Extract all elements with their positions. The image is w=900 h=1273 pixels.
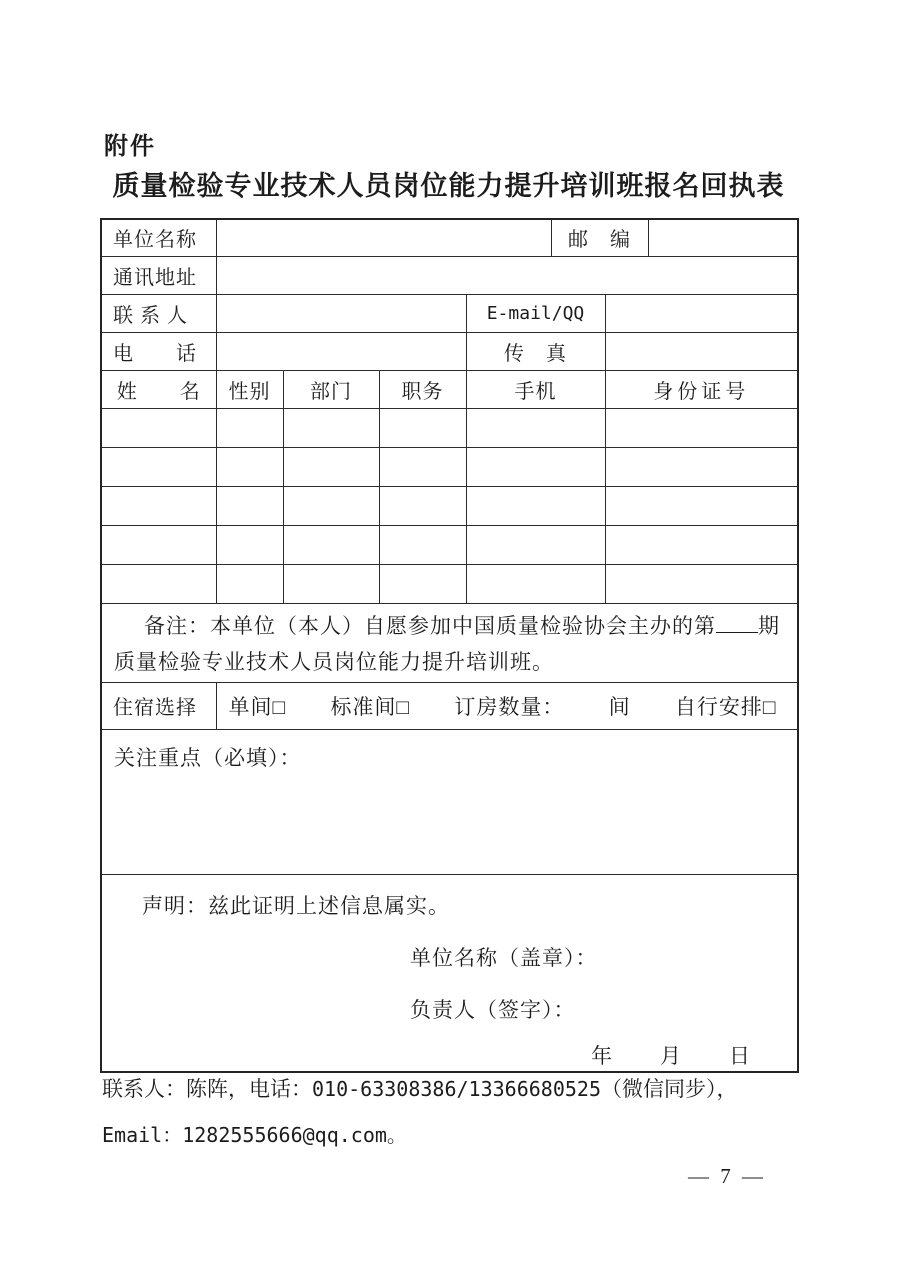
- session-number-blank: [716, 612, 758, 633]
- row-address: [101, 256, 798, 294]
- roster-empty-cell: [605, 525, 798, 564]
- roster-empty-cell: [101, 447, 216, 486]
- roster-empty-cell: [379, 447, 466, 486]
- contact-label: 联 系 人: [101, 294, 216, 332]
- fax-field: [605, 332, 798, 370]
- focus-points-cell: [101, 729, 798, 874]
- roster-empty-cell: [101, 486, 216, 525]
- footer-phone-numbers: 010-63308386/13366680525: [312, 1077, 601, 1101]
- roster-empty-cell: [101, 408, 216, 447]
- header-name: 姓 名: [101, 370, 216, 408]
- phone-label: 电 话: [101, 332, 216, 370]
- page-number: — 7 —: [688, 1164, 766, 1188]
- remark-cell: [101, 603, 798, 682]
- unit-name-field: [216, 219, 551, 256]
- registration-form-table: [100, 218, 799, 1073]
- remark-line1: [114, 608, 785, 644]
- roster-empty-cell: [283, 486, 379, 525]
- roster-empty-cell: [466, 564, 605, 603]
- attachment-label: 附件: [104, 133, 156, 160]
- roster-empty-rows: [101, 408, 798, 603]
- declaration-statement: 声明：兹此证明上述信息属实。: [142, 893, 450, 918]
- contact-field: [216, 294, 466, 332]
- roster-empty-cell: [466, 447, 605, 486]
- roster-empty-cell: [216, 564, 283, 603]
- phone-field: [216, 332, 466, 370]
- row-phone: [101, 332, 798, 370]
- address-field: [216, 256, 798, 294]
- row-contact: [101, 294, 798, 332]
- row-declaration: [101, 874, 798, 1072]
- roster-empty-cell: [466, 408, 605, 447]
- header-gender: 性别: [216, 370, 283, 408]
- row-remark: [101, 603, 798, 682]
- lodging-booking-quantity-label: 订房数量：: [454, 694, 565, 719]
- unit-seal-label: 单位名称（盖章）：: [410, 945, 598, 970]
- email-qq-field: [605, 294, 798, 332]
- roster-empty-cell: [605, 447, 798, 486]
- footer-line1: [102, 1074, 802, 1104]
- postal-code-label: 邮 编: [551, 219, 648, 256]
- email-qq-label: E-mail/QQ: [466, 294, 605, 332]
- header-id-number: 身份证号: [605, 370, 798, 408]
- roster-empty-cell: [605, 486, 798, 525]
- roster-empty-cell: [283, 447, 379, 486]
- remark-text-after-blank: 期: [758, 613, 780, 638]
- page-title: 质量检验专业技术人员岗位能力提升培训班报名回执表: [112, 171, 785, 201]
- header-position: 职务: [379, 370, 466, 408]
- row-focus: [101, 729, 798, 874]
- roster-row: [101, 447, 798, 486]
- postal-code-field: [648, 219, 798, 256]
- footer-contact-prefix: 联系人：陈阵，电话：: [102, 1077, 312, 1101]
- roster-header-row: [101, 370, 798, 408]
- roster-empty-cell: [101, 564, 216, 603]
- lodging-option-standard-room-checkbox: 标准间□: [330, 694, 411, 719]
- roster-row: [101, 525, 798, 564]
- roster-empty-cell: [605, 564, 798, 603]
- roster-row: [101, 486, 798, 525]
- roster-empty-cell: [379, 525, 466, 564]
- lodging-label: 住宿选择: [101, 682, 216, 729]
- roster-empty-cell: [283, 564, 379, 603]
- roster-empty-cell: [379, 486, 466, 525]
- roster-empty-cell: [379, 408, 466, 447]
- lodging-room-unit-label: 间: [608, 694, 631, 719]
- footer-contact-suffix: （微信同步），: [600, 1077, 738, 1101]
- footer-contact-info: [102, 1074, 802, 1150]
- focus-points-label: 关注重点（必填）：: [114, 745, 302, 770]
- roster-empty-cell: [283, 525, 379, 564]
- roster-empty-cell: [466, 525, 605, 564]
- roster-empty-cell: [101, 525, 216, 564]
- row-unit-name: [101, 219, 798, 256]
- footer-email-value: 1282555666@qq.com。: [182, 1123, 407, 1147]
- header-department: 部门: [283, 370, 379, 408]
- roster-empty-cell: [216, 447, 283, 486]
- roster-empty-cell: [216, 525, 283, 564]
- declaration-cell: [101, 874, 798, 1072]
- address-label: 通讯地址: [101, 256, 216, 294]
- header-mobile: 手机: [466, 370, 605, 408]
- roster-empty-cell: [466, 486, 605, 525]
- remark-line2: 质量检验专业技术人员岗位能力提升培训班。: [114, 649, 554, 674]
- fax-label: 传 真: [466, 332, 605, 370]
- footer-email-label: Email：: [102, 1123, 183, 1147]
- date-line: 年 月 日: [591, 1043, 752, 1068]
- roster-empty-cell: [216, 408, 283, 447]
- lodging-option-self-arrange-checkbox: 自行安排□: [674, 694, 777, 719]
- roster-empty-cell: [379, 564, 466, 603]
- footer-line2: [102, 1120, 802, 1150]
- roster-empty-cell: [283, 408, 379, 447]
- remark-text-before-blank: 备注：本单位（本人）自愿参加中国质量检验协会主办的第: [144, 613, 716, 638]
- roster-empty-cell: [605, 408, 798, 447]
- row-lodging: [101, 682, 798, 729]
- lodging-option-single-room-checkbox: 单间□: [228, 694, 287, 719]
- unit-name-label: 单位名称: [101, 219, 216, 256]
- roster-row: [101, 408, 798, 447]
- signature-label: 负责人（签字）：: [410, 997, 576, 1022]
- lodging-options-cell: [216, 682, 798, 729]
- roster-empty-cell: [216, 486, 283, 525]
- roster-row: [101, 564, 798, 603]
